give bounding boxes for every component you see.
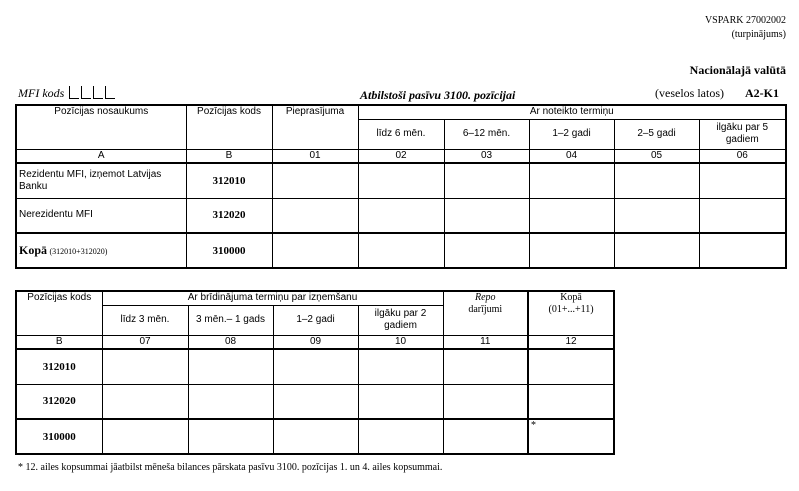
row-code: 312020 <box>16 384 102 419</box>
header-sub-col: 3 mēn.– 1 gads <box>188 305 273 335</box>
table-row <box>16 384 614 419</box>
data-cell[interactable] <box>699 233 786 268</box>
data-cell[interactable] <box>272 198 358 233</box>
header-repo <box>443 291 528 335</box>
data-cell[interactable] <box>529 163 614 198</box>
row-code: 312010 <box>16 349 102 384</box>
column-letter: 12 <box>528 335 614 349</box>
column-letter: B <box>186 149 272 163</box>
data-cell[interactable] <box>699 163 786 198</box>
row-name: Nerezidentu MFI <box>16 198 186 233</box>
mfi-code-box-1[interactable] <box>69 86 79 99</box>
data-cell[interactable] <box>272 233 358 268</box>
data-cell[interactable] <box>188 419 273 454</box>
mfi-code-box-3[interactable] <box>93 86 103 99</box>
data-cell[interactable] <box>273 419 358 454</box>
header-sub-col: 1–2 gadi <box>529 119 614 149</box>
form-id: VSPARK 27002002 <box>704 15 786 26</box>
row-name: Rezidentu MFI, izņemot Latvijas Banku <box>16 163 186 198</box>
table-notice-term <box>15 290 615 455</box>
column-letter: 09 <box>273 335 358 349</box>
row-name <box>16 233 186 268</box>
data-cell[interactable] <box>188 384 273 419</box>
data-cell[interactable] <box>188 349 273 384</box>
header-sub-col: ilgāku par 2 gadiem <box>358 305 443 335</box>
data-cell[interactable] <box>443 419 528 454</box>
total-label: Kopā <box>19 242 48 257</box>
table-row <box>16 163 786 198</box>
data-cell[interactable] <box>444 233 529 268</box>
header-notice-term: Ar brīdinājuma termiņu par izņemšanu <box>102 291 443 305</box>
header-position-name: Pozīcijas nosaukums <box>16 105 186 149</box>
column-letter: 02 <box>358 149 444 163</box>
data-cell[interactable] <box>102 349 188 384</box>
header-sub-col: 1–2 gadi <box>273 305 358 335</box>
data-cell[interactable] <box>699 198 786 233</box>
row-code: 310000 <box>186 233 272 268</box>
data-cell[interactable] <box>273 349 358 384</box>
total-formula: (312010+312020) <box>49 246 108 256</box>
data-cell[interactable] <box>272 163 358 198</box>
mfi-code-box-4[interactable] <box>105 86 115 99</box>
table-fixed-term <box>15 104 787 269</box>
column-letter: 11 <box>443 335 528 349</box>
mfi-code-box-2[interactable] <box>81 86 91 99</box>
table-row-total <box>16 419 614 454</box>
data-cell[interactable] <box>358 384 443 419</box>
column-letter: 04 <box>529 149 614 163</box>
table-code: A2-K1 <box>745 86 779 100</box>
repo-label: Repo <box>475 292 496 303</box>
footnote-marker: * <box>531 420 537 431</box>
data-cell[interactable] <box>614 198 699 233</box>
data-cell[interactable] <box>614 163 699 198</box>
table-row <box>16 198 786 233</box>
row-code: 312020 <box>186 198 272 233</box>
column-letter: 05 <box>614 149 699 163</box>
data-cell[interactable] <box>528 349 614 384</box>
table-row-total <box>16 233 786 268</box>
column-letter: 06 <box>699 149 786 163</box>
data-cell[interactable] <box>358 419 443 454</box>
header-on-demand: Pieprasījuma <box>272 105 358 149</box>
data-cell[interactable] <box>614 233 699 268</box>
header-sub-col: līdz 6 mēn. <box>358 119 444 149</box>
data-cell[interactable] <box>529 198 614 233</box>
continuation-label: (turpinājums) <box>731 29 786 40</box>
data-cell[interactable] <box>528 419 614 454</box>
column-letter: 01 <box>272 149 358 163</box>
currency-title: Nacionālajā valūtā <box>689 63 786 77</box>
data-cell[interactable] <box>443 384 528 419</box>
total-header-formula: (01+...+11) <box>548 304 594 315</box>
data-cell[interactable] <box>358 163 444 198</box>
units-label: (veselos latos) <box>655 86 724 100</box>
data-cell[interactable] <box>528 384 614 419</box>
column-letter: B <box>16 335 102 349</box>
data-cell[interactable] <box>443 349 528 384</box>
column-letter: 03 <box>444 149 529 163</box>
mfi-code-field[interactable] <box>18 86 115 101</box>
data-cell[interactable] <box>273 384 358 419</box>
footnote: * 12. ailes kopsummai jāatbilst mēneša bilances pārskata pasīvu 3100. pozīcijas 1. un 4. ailes kopsummai. <box>18 462 443 473</box>
total-header-label: Kopā <box>560 292 582 303</box>
header-sub-col: līdz 3 mēn. <box>102 305 188 335</box>
header-sub-col: ilgāku par 5 gadiem <box>699 119 786 149</box>
data-cell[interactable] <box>102 384 188 419</box>
table-row <box>16 349 614 384</box>
data-cell[interactable] <box>444 163 529 198</box>
row-code: 310000 <box>16 419 102 454</box>
column-letter: A <box>16 149 186 163</box>
data-cell[interactable] <box>102 419 188 454</box>
mfi-code-label: MFI kods <box>18 86 65 100</box>
data-cell[interactable] <box>444 198 529 233</box>
data-cell[interactable] <box>529 233 614 268</box>
repo-sub-label: darījumi <box>468 304 503 315</box>
subtitle: Atbilstoši pasīvu 3100. pozīcijai <box>360 88 516 102</box>
header-position-code: Pozīcijas kods <box>186 105 272 149</box>
data-cell[interactable] <box>358 233 444 268</box>
header-fixed-term: Ar noteikto termiņu <box>358 105 786 119</box>
header-sub-col: 2–5 gadi <box>614 119 699 149</box>
data-cell[interactable] <box>358 198 444 233</box>
column-letter: 10 <box>358 335 443 349</box>
row-code: 312010 <box>186 163 272 198</box>
header-sub-col: 6–12 mēn. <box>444 119 529 149</box>
column-letter: 08 <box>188 335 273 349</box>
header-position-code: Pozīcijas kods <box>16 291 102 335</box>
header-total <box>528 291 614 335</box>
column-letter: 07 <box>102 335 188 349</box>
data-cell[interactable] <box>358 349 443 384</box>
